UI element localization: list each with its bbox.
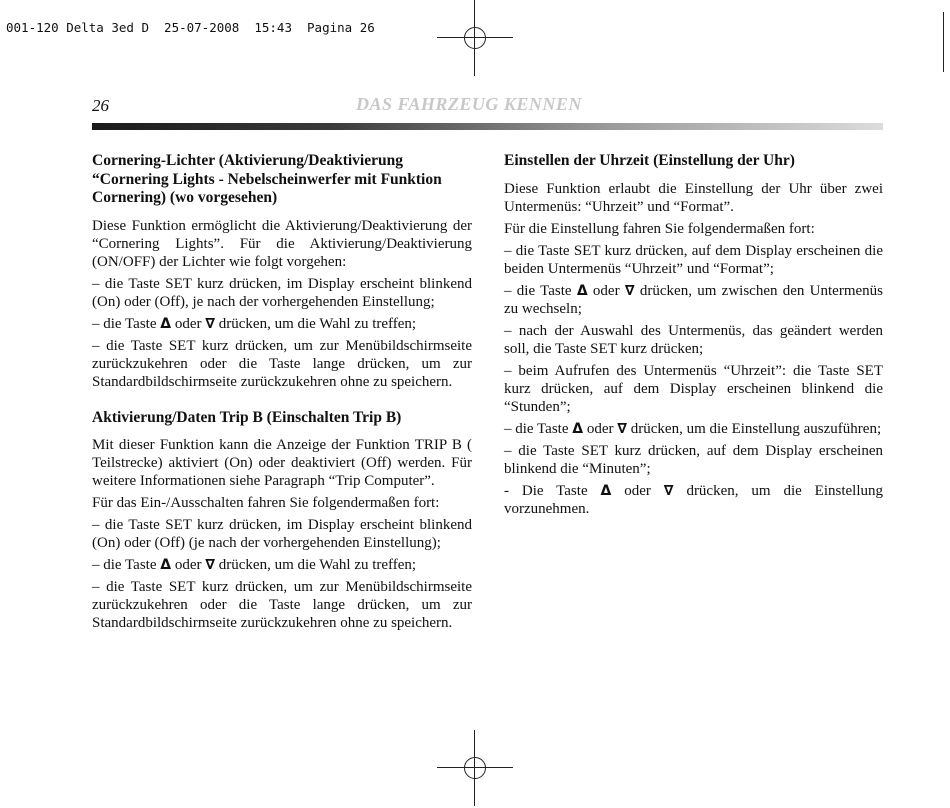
text-segment: drücken, um die Wahl zu treffen;: [215, 557, 417, 573]
print-slug: 001-120 Delta 3ed D 25-07-2008 15:43 Pagina 26: [6, 20, 375, 35]
clock-step-3: – nach der Auswahl des Untermenüs, das geändert werden soll, die Taste SET kurz drücken;: [504, 322, 883, 357]
clock-step-1: – die Taste SET kurz drücken, auf dem Display erscheinen die beiden Untermenüs “Uhrzeit” und “Format”;: [504, 242, 883, 277]
down-arrow-icon: ∇: [624, 282, 635, 299]
text-segment: oder: [583, 420, 618, 437]
clock-instruction: Für die Einstellung fahren Sie folgendermaßen fort:: [504, 220, 815, 237]
section-spacer: [92, 395, 472, 409]
crop-mark-right: [943, 12, 950, 72]
clock-step-7: [504, 482, 883, 518]
cornering-step-2: [92, 315, 472, 333]
text-segment: drücken, um die Wahl zu treffen;: [215, 315, 417, 332]
clock-step-6: – die Taste SET kurz drücken, auf dem Display erscheinen blinkend die “Minuten”;: [504, 442, 883, 477]
clock-step-4: – beim Aufrufen des Untermenüs “Uhrzeit”: die Taste SET kurz drücken, auf dem Display erscheinen blinkend die “Stunden”;: [504, 362, 883, 415]
clock-intro: Diese Funktion erlaubt die Einstellung der Uhr über zwei Untermenüs: “Uhrzeit” und “Format”.: [504, 180, 883, 215]
cornering-step-3: – die Taste SET kurz drücken, um zur Menübildschirmseite zurückzukehren oder die Taste lange drücken, um zur Standardbildschirmseite zurückzukehren ohne zu speichern.: [92, 337, 472, 390]
left-column: [92, 152, 472, 636]
text-segment: – die Taste: [504, 282, 577, 299]
right-column: [504, 152, 883, 522]
down-arrow-icon: ∇: [617, 420, 628, 437]
clock-heading: Einstellen der Uhrzeit (Einstellung der Uhr): [504, 152, 795, 169]
text-segment: – die Taste: [92, 315, 161, 332]
tripb-step-1: – die Taste SET kurz drücken, im Display erscheint blinkend (On) oder (Off) (je nach der vorhergehenden Einstellung);: [92, 517, 472, 551]
text-segment: oder: [611, 482, 664, 499]
registration-mark-top: [437, 0, 513, 76]
down-arrow-icon: ∇: [663, 482, 674, 499]
page-number: 26: [92, 96, 109, 115]
text-segment: drücken, um die Einstellung auszuführen;: [627, 420, 882, 437]
text-segment: oder: [171, 557, 206, 573]
up-arrow-icon: Δ: [160, 315, 172, 332]
up-arrow-icon: Δ: [572, 420, 584, 437]
tripb-intro: Mit dieser Funktion kann die Anzeige der Funktion TRIP B ( Teilstrecke) aktiviert (On) oder deaktiviert (Off) werden. Für weitere Informationen siehe Paragraph “Trip Computer”.: [92, 437, 472, 489]
down-arrow-icon: ∇: [205, 315, 216, 332]
header-gradient-rule: [92, 123, 883, 130]
section-title: DAS FAHRZEUG KENNEN: [356, 94, 582, 114]
cornering-intro: Diese Funktion ermöglicht die Aktivierung/Deaktivierung der “Cornering Lights”. Für die Aktivierung/Deaktivierung (ON/OFF) der Lichter wie folgt vorgehen:: [92, 217, 472, 270]
clock-step-5: [504, 420, 883, 438]
cornering-heading: Cornering-Lichter (Aktivierung/Deaktivierung “Cornering Lights - Nebelscheinwerfer mit Funktion Cornering) (wo vorgesehen): [92, 152, 442, 206]
up-arrow-icon: Δ: [160, 557, 172, 573]
up-arrow-icon: Δ: [600, 482, 612, 499]
text-segment: - Die Taste: [504, 482, 601, 499]
up-arrow-icon: Δ: [576, 282, 588, 299]
tripb-instruction: Für das Ein-/Ausschalten fahren Sie folgendermaßen fort:: [92, 495, 440, 511]
registration-mark-bottom: [437, 730, 513, 806]
tripb-heading: Aktivierung/Daten Trip B (Einschalten Trip B): [92, 408, 402, 426]
down-arrow-icon: ∇: [205, 557, 216, 573]
tripb-step-2: [92, 556, 472, 574]
text-segment: – die Taste: [92, 557, 161, 573]
text-segment: oder: [587, 282, 625, 299]
text-segment: drücken, um zwischen den Untermenüs zu wechseln;: [504, 282, 883, 317]
tripb-step-3: – die Taste SET kurz drücken, um zur Menübildschirmseite zurückzukehren oder die Taste lange drücken, um zur Standardbildschirmseite zurückzukehren ohne zu speichern.: [92, 579, 472, 631]
text-segment: oder: [171, 315, 206, 332]
text-segment: – die Taste: [504, 420, 573, 437]
text-segment: drücken, um die Einstellung vorzunehmen.: [504, 482, 883, 517]
clock-step-2: [504, 282, 883, 318]
cornering-step-1: – die Taste SET kurz drücken, im Display erscheint blinkend (On) oder (Off), je nach der vorhergehenden Einstellung;: [92, 275, 472, 310]
